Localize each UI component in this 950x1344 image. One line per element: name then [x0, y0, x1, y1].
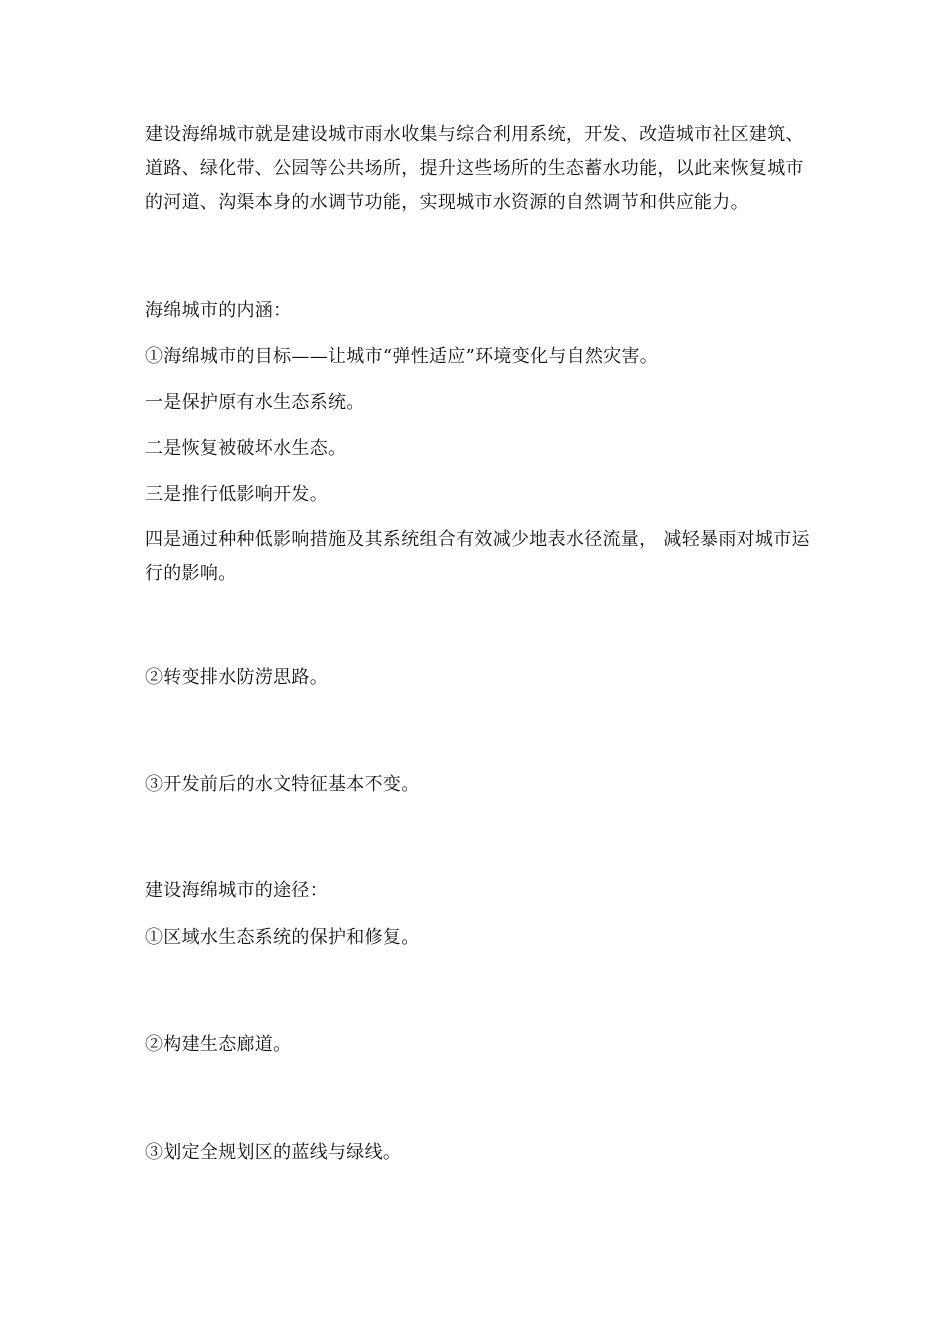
- connotation-hydrology: ③开发前后的水文特征基本不变。: [145, 774, 420, 795]
- approach-heading: 建设海绵城市的途径：: [145, 880, 328, 901]
- approach-item-2: ②构建生态廊道。: [145, 1034, 292, 1055]
- connotation-point-3: 三是推行低影响开发。: [145, 484, 328, 505]
- intro-paragraph: 建设海绵城市就是建设城市雨水收集与综合利用系统，开发、改造城市社区建筑、道路、绿化带、公园等公共场所，提升这些场所的生态蓄水功能，以此来恢复城市的河道、沟渠本身的水调节功能，实现城市水资源的自然调节和供应能力。: [145, 124, 804, 213]
- connotation-point-4: 四是通过种种低影响措施及其系统组合有效减少地表水径流量， 减轻暴雨对城市运行的影响。: [145, 529, 810, 584]
- connotation-point-1: 一是保护原有水生态系统。: [145, 392, 365, 413]
- connotation-point-2: 二是恢复被破坏水生态。: [145, 438, 347, 459]
- connotation-heading: 海绵城市的内涵：: [145, 300, 292, 321]
- approach-item-1: ①区域水生态系统的保护和修复。: [145, 927, 420, 948]
- connotation-goal: ①海绵城市的目标——让城市“弹性适应”环境变化与自然灾害。: [145, 346, 659, 367]
- connotation-drainage: ②转变排水防涝思路。: [145, 667, 328, 688]
- approach-item-3: ③划定全规划区的蓝线与绿线。: [145, 1142, 402, 1163]
